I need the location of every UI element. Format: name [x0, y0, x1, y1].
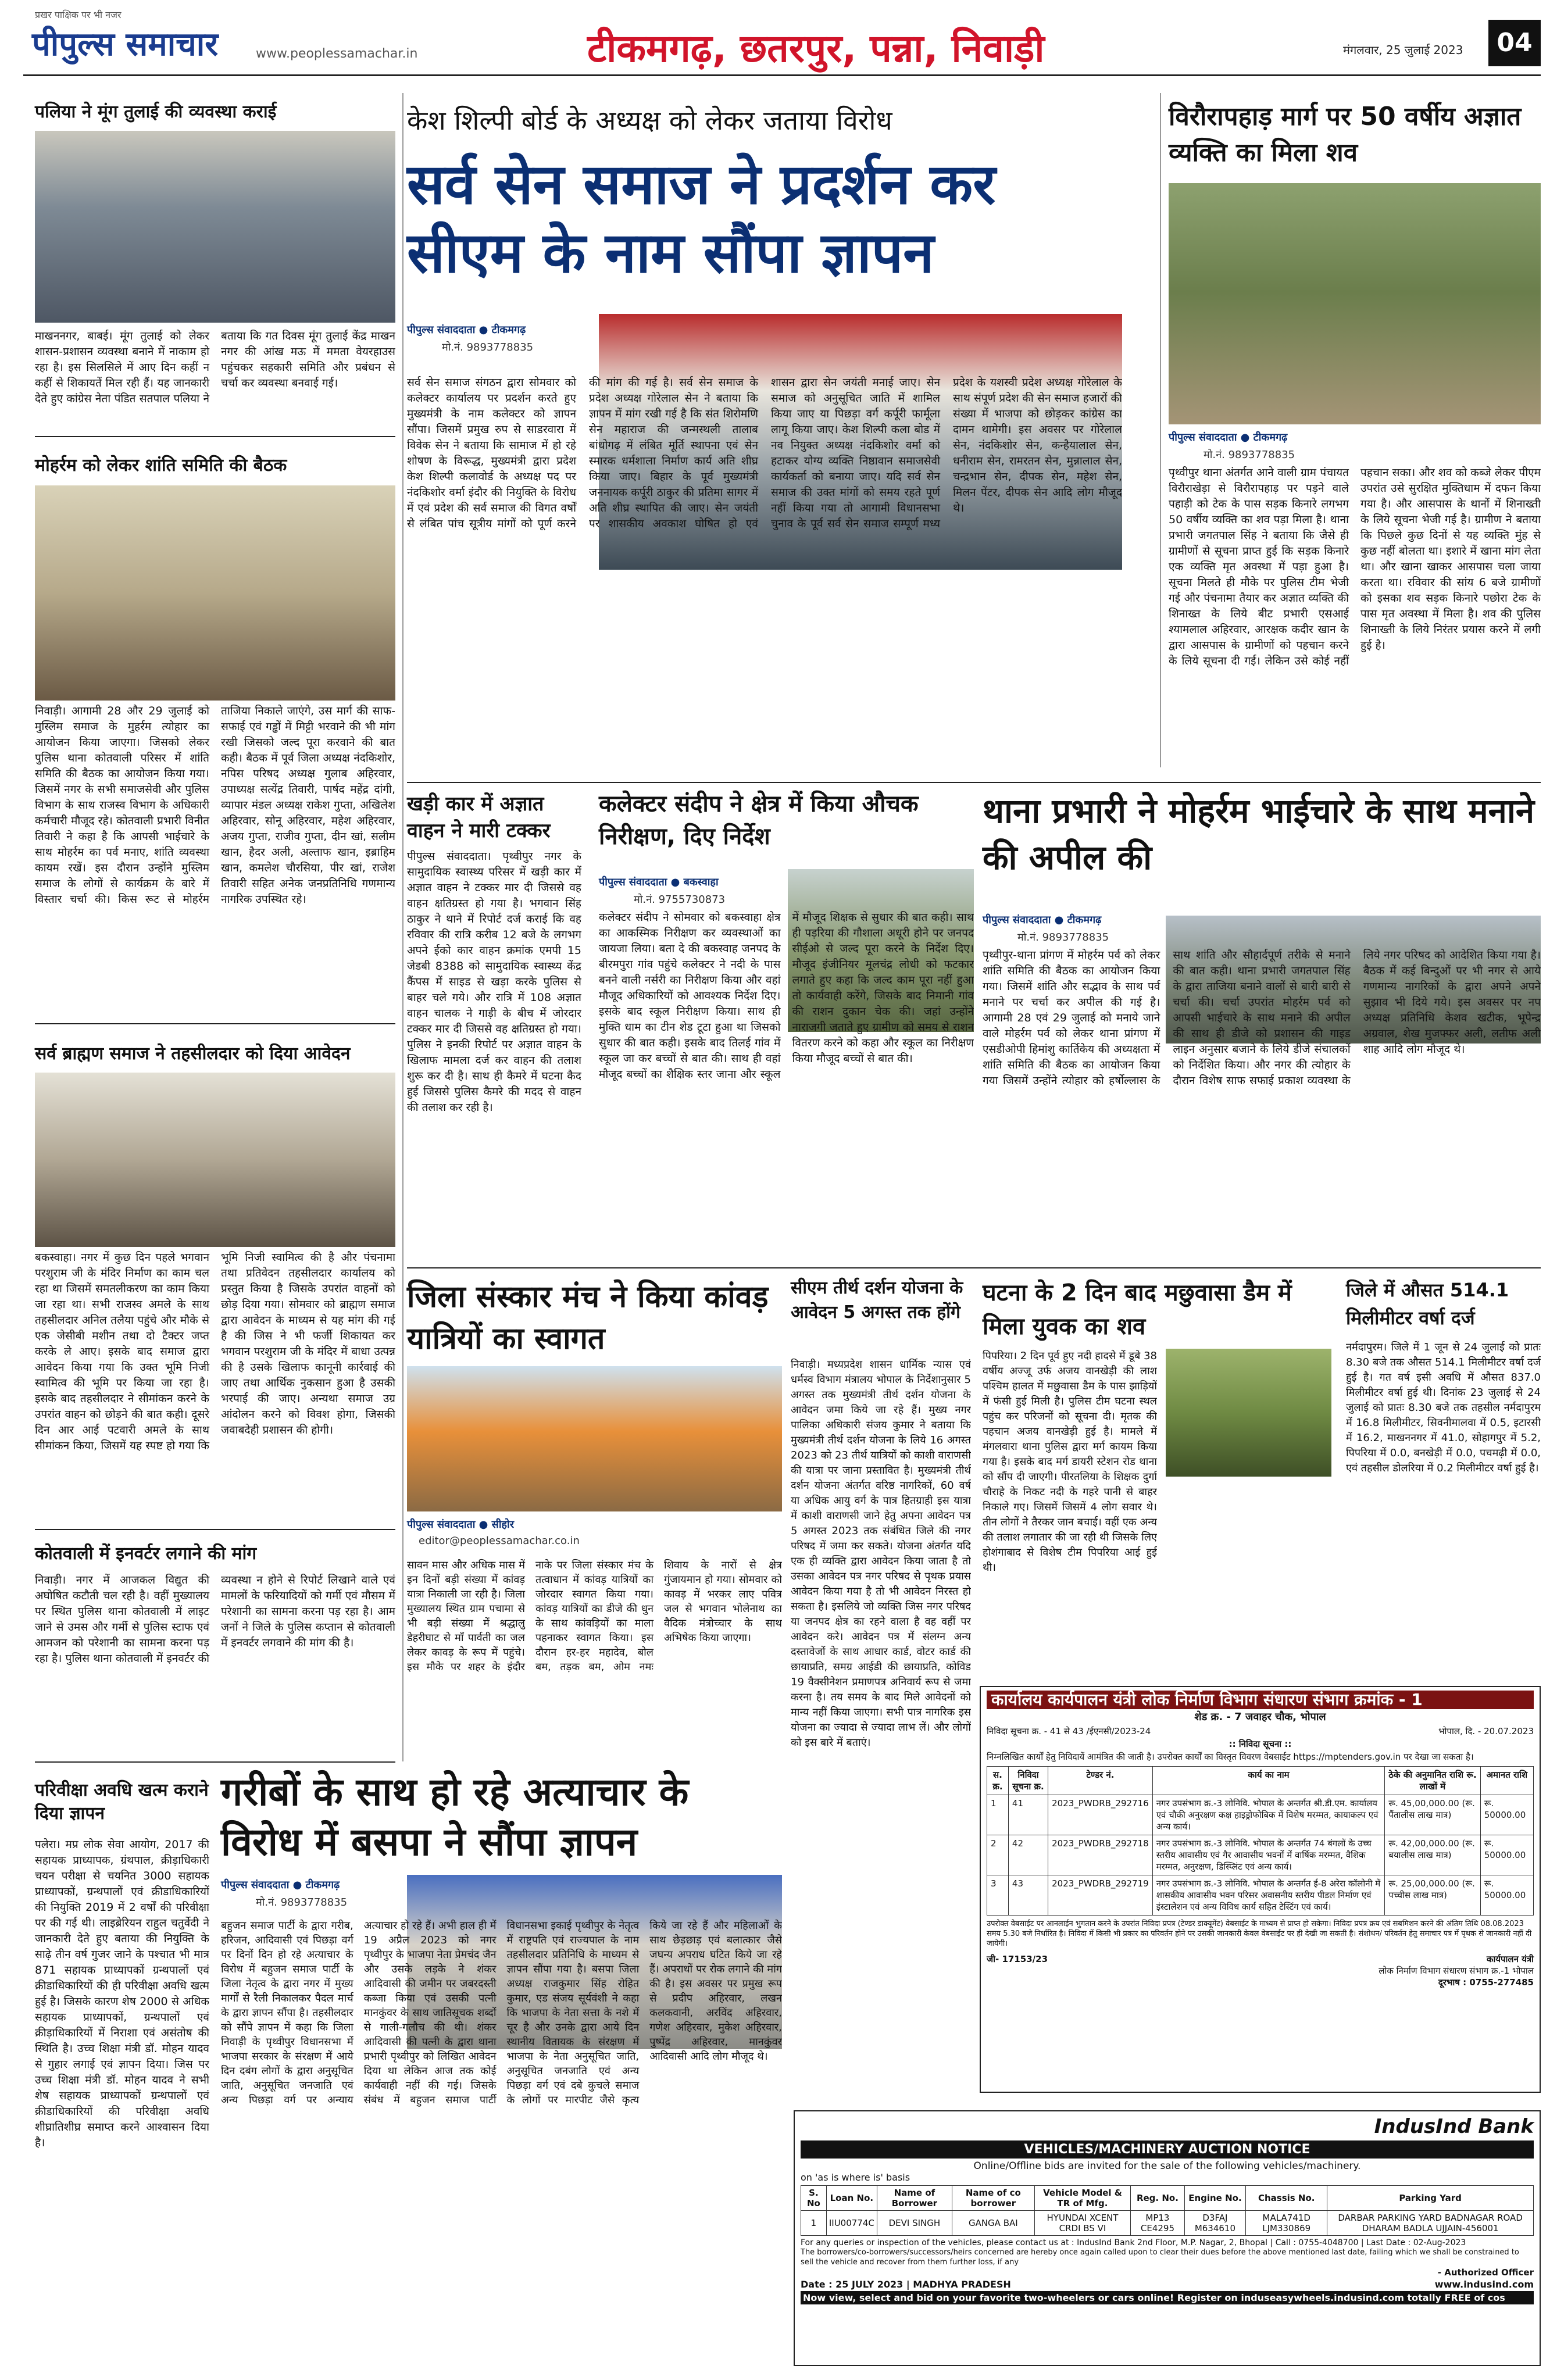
headline-car: खड़ी कार में अज्ञात वाहन ने मारी टक्कर: [407, 792, 551, 842]
tender-header-cell: ठेके की अनुमानित राशि रू. लाखों में: [1385, 1767, 1480, 1795]
byline-sen: पीपुल्स संवाददाता ● टीकमगढ़: [407, 324, 526, 336]
auction-cell: IIU00774C: [826, 2211, 877, 2236]
masthead-website: www.peoplessamachar.in: [256, 47, 418, 61]
auction-cell: DEVI SINGH: [877, 2211, 952, 2236]
mobile-sen: मो.नं. 9893778835: [442, 341, 534, 353]
photo-youth: [1166, 1349, 1331, 1477]
masthead-rule: [23, 74, 1541, 76]
byline-shav: पीपुल्स संवाददाता ● टीकमगढ़: [1169, 431, 1288, 444]
auction-header-cell: Name of co borrower: [952, 2186, 1034, 2211]
byline-bsp: पीपुल्स संवाददाता ● टीकमगढ़: [221, 1879, 340, 1891]
tender-row: [987, 1835, 1534, 1875]
headline-shav: विरौरापहाड़ मार्ग पर 50 वर्षीय अज्ञात व्यक्ति का मिला शव: [1169, 102, 1522, 167]
indusind-site: www.indusind.com: [1434, 2279, 1534, 2290]
headline-kanwar: जिला संस्कार मंच ने किया कांवड़ यात्रियों का स्वागत: [407, 1280, 769, 1356]
tender-cell: नगर उपसंभाग क्र.-3 लोनिवि. भोपाल के अन्तर्गत ई-8 अरेरा कॉलोनी में शासकीय आवासीय भवन परिसर अवासनीय स्तरीय पीडल निर्माण एवं इंस्टालेशन एवं अन्य विविध कार्य सहित टेस्टिंग एवं कार्य।: [1152, 1875, 1385, 1916]
tender-cell: रू. 50000.00: [1480, 1835, 1533, 1875]
headline-rain: जिले में औसत 514.1 मिलीमीटर वर्षा दर्ज: [1346, 1279, 1509, 1329]
tender-phone: दूरभाष : 0755-277485: [1438, 1977, 1534, 1988]
tender-title: कार्यालय कार्यपालन यंत्री लोक निर्माण विभाग संधारण संभाग क्रमांक - 1: [987, 1691, 1534, 1709]
tender-date: भोपाल, दि. - 20.07.2023: [1438, 1726, 1534, 1736]
tender-signature-office: लोक निर्माण विभाग संधारण संभाग क्र.-1 भोपाल: [1379, 1966, 1534, 1976]
photo-mung: [35, 131, 395, 323]
headline-mung: पलिया ने मूंग तुलाई की व्यवस्था कराई: [35, 102, 277, 122]
tender-notice-label: :: निविदा सूचना ::: [1229, 1739, 1292, 1749]
rule-left-2: [35, 1023, 395, 1024]
tender-cell: 2: [987, 1835, 1009, 1875]
masthead-date: मंगलवार, 25 जुलाई 2023: [1343, 43, 1463, 57]
email-kanwar: editor@peoplessamachar.co.in: [419, 1535, 580, 1547]
tender-signature: कार्यपालन यंत्री: [1486, 1954, 1534, 1964]
body-kanwar: सावन मास और अधिक मास में इन दिनों बड़ी संख्या में कांवड़ यात्रा निकाली जा रही है। जिला मुख्यालय स्थित ग्राम पचामा से भी बड़ी संख्या में श्रद्धालु डेहरीघाट से माँ पार्वती का जल लेकर कावड़ के रूप में पहुंचे। इस मौके पर शहर के इंदौर नाके पर जिला संस्कार मंच के तत्वाधान में कांवड़ यात्रियों का जोरदार स्वागत किया गया। कांवड़ यात्रियों का डीजे की धुन के साथ कांवड़ियों का माला पहनाकर स्वागत किया। इस दौरान हर-हर महादेव, बोल बम, तड़क बम, ओम नमः शिवाय के नारों से क्षेत्र गुंजायमान हो गया। सोमवार को कावड़ में भरकर लाए पवित्र जल से भगवान भोलेनाथ का वैदिक मंत्रोच्चार के साथ अभिषेक किया जाएगा।: [407, 1559, 782, 1673]
auction-cell: D3FAJ M634610: [1184, 2211, 1246, 2236]
byline-thana: पीपुल्स संवाददाता ● टीकमगढ़: [983, 914, 1102, 926]
rule-mid-2: [407, 1267, 1541, 1268]
tender-cell: 2023_PWDRB_292718: [1048, 1835, 1153, 1875]
indusind-signatory: - Authorized Officer: [1437, 2267, 1534, 2278]
indusind-note: The borrowers/co-borrowers/successors/heirs concerned are hereby once again called upon to clear their dues before the above mentioned last date, failing which we shall be constrained to sell the vehicle and recover from them further loss, if any: [801, 2248, 1519, 2267]
masthead-logo: पीपुल्स समाचार: [32, 25, 219, 63]
masthead: [0, 0, 1557, 76]
auction-header-cell: Name of Borrower: [877, 2186, 952, 2211]
tender-cell: 42: [1008, 1835, 1048, 1875]
mobile-bsp: मो.नं. 9893778835: [256, 1896, 348, 1909]
auction-row: [801, 2211, 1534, 2236]
body-mung: माखननगर, बाबई। मूंग तुलाई को लेकर शासन-प्रशासन व्यवस्था बनाने में नाकाम हो रहा है। इस सिलसिले में आए दिन कहीं न कहीं से शिकायतें मिल रही हैं। यह जानकारी देते हुए कांग्रेस नेता पंडित सतपाल पलिया ने बताया कि गत दिवस मूंग तुलाई केंद्र माखन नगर की आंख मऊ में ममता वेयरहाउस पहुंचकर सहकारी समिति और प्रबंधन से चर्चा कर व्यवस्था बनवाई गई।: [35, 330, 395, 405]
tender-cell: 41: [1008, 1795, 1048, 1835]
body-tirth: निवाड़ी। मध्यप्रदेश शासन धार्मिक न्यास एवं धर्मस्व विभाग मंत्रालय भोपाल के निर्देशानुसार 5 अगस्त तक मुख्यमंत्री तीर्थ दर्शन योजना के आवेदन जमा किये जा रहे हैं। मुख्य नगर पालिका अधिकारी संजय कुमार ने बताया कि मुख्यमंत्री तीर्थ दर्शन योजना के लिये 16 अगस्त 2023 को 23 तीर्थ यात्रियों को काशी वाराणसी की यात्रा पर जाना प्रस्तावित है। मुख्यमंत्री तीर्थ दर्शन योजना अंतर्गत वरिष्ठ नागरिकों, 60 वर्ष या अधिक आयु वर्ग के पात्र हितग्राही इस यात्रा में काशी वाराणसी जाने हेतु अपना आवेदन पत्र 5 अगस्त 2023 तक संबंधित जिले की नगर परिषद में जमा कर सकते। योजना अंतर्गत यदि एक ही व्यक्ति द्वारा आवेदन किया जाता है तो उसका आवेदन पत्र नगर परिषद से पृथक प्रयास आवेदन किया गया है तो भी आवेदन निरस्त हो सकता है। इसलिये जो व्यक्ति जिस नगर परिषद या जनपद क्षेत्र का रहने वाला है वह वहीं पर आवेदन करे। आवेदन पत्र में संलग्न अन्य दस्तावेजों के साथ आधार कार्ड, वोटर कार्ड की छायाप्रति, समग्र आईडी की छायाप्रति, कोविड 19 वैक्सीनेशन प्रमाणपत्र अनिवार्य रूप से जमा करना है। तय समय के बाद मिले आवेदनों को मान्य नहीं किया जाएगा। सभी पात्र नागरिक इस योजना का ज्यादा से ज्यादा लाभ लें। और लोगों को इस बारे में बताएं।: [791, 1359, 971, 1749]
headline-shanti: मोहर्रम को लेकर शांति समिति की बैठक: [35, 455, 287, 476]
tender-ad: [980, 1686, 1541, 2093]
col-divider-right: [1160, 93, 1161, 767]
rule-left-3: [35, 1529, 395, 1530]
byline-collector: पीपुल्स संवाददाता ● बकस्वाहा: [599, 876, 719, 888]
photo-shanti: [35, 485, 395, 701]
rule-left-4: [35, 1761, 395, 1763]
auction-header-cell: Parking Yard: [1327, 2186, 1534, 2211]
tender-cell: नगर उपसंभाग क्र.-3 लोनिवि. भोपाल के अन्तर्गत 74 बंगलों के उच्च स्तरीय आवासीय एवं गैर आवासीय भवनों में वार्षिक मरम्मत, वैशिक मरम्मत, अनुरक्षण, डिस्प्लिंट एवं अन्य कार्य।: [1152, 1835, 1385, 1875]
headline-brahmin: सर्व ब्राह्मण समाज ने तहसीलदार को दिया आवेदन: [35, 1044, 351, 1064]
tender-header-cell: निविदा सूचना क्र.: [1008, 1767, 1048, 1795]
indusind-date: Date : 25 JULY 2023 | MADHYA PRADESH: [801, 2279, 1011, 2290]
col-divider-left: [402, 93, 403, 1761]
tender-cell: 2023_PWDRB_292716: [1048, 1795, 1153, 1835]
auction-header-cell: S. No: [801, 2186, 827, 2211]
tender-intro: निम्नलिखित कार्यों हेतु निविदायें आमंत्रित की जाती है। उपरोक्त कार्यों का विस्तृत विवरण वेबसाईट https://mptenders.gov.in पर देखा जा सकता है।: [987, 1752, 1474, 1762]
body-pariksha: पलेरा। मप्र लोक सेवा आयोग, 2017 की सहायक प्राध्यापक, ग्रंथपाल, क्रीड़ाधिकारी चयन परीक्षा से चयनित 3000 सहायक प्राध्यापकों, ग्रन्थपालों एवं क्रीडाधिकारियों की नियुक्ति 2019 में 2 वर्षों की परिवीक्षा पर की गई थी। लाइब्रेरियन राहुल चतुर्वेदी ने जानकारी देते हुए बताया की नियुक्ति के साढ़े तीन वर्ष गुजर जाने के पश्चात भी मात्र 871 सहायक प्राध्यापकों ग्रन्थपालों एवं क्रीडाधिकारियों की ही परिवीक्षा अवधि खत्म हुई है। जिसके कारण शेष 2000 से अधिक सहायक प्राध्यापकों, ग्रन्थपालों एवं क्रीड़ाधिकारियों में निराशा एवं असंतोष की स्थिति है। उच्च शिक्षा मंत्री डॉ. मोहन यादव से गुहार लगाई एवं ज्ञापन दिया। जिस पर उच्च शिक्षा मंत्री डॉ. मोहन यादव ने सभी शेष सहायक प्राध्यापकों ग्रन्थपालों एवं क्रीडाधिकारियों की परिवीक्षा अवधि शीघ्रातिशीघ्र समाप्त करने आश्वासन दिया है।: [35, 1838, 209, 2149]
body-sen: सर्व सेन समाज संगठन द्वारा सोमवार को कलेक्टर कार्यालय पर प्रदर्शन करते हुए मुख्यमंत्री के नाम कलेक्टर को ज्ञापन सौंपा। जिसमें प्रमुख रुप से साडरवारा में विवेक सेन ने बताया कि सामाज में हो रहे शोषण के विरूद्ध, मुख्यमंत्री द्वारा प्रदेश केश शिल्पी कलावोर्ड के अध्यक्ष पद पर नंदकिशोर वर्मा इंदौर की नियुक्ति के विरोध में एवं प्रदेश की सर्व समाज की विगत वर्षों से लंबित पांच सूत्रीय मांगों को पूर्ण करने की मांग की गई है। सर्व सेन समाज के प्रदेश अध्यक्ष गोरेलाल सेन ने बताया कि ज्ञापन में मांग रखी गई है कि संत शिरोमणि सेन महाराज की जन्मस्थली तालाब बांधोगढ़ में लंबित मूर्ति स्थापना एवं सेन स्मारक धर्मशाला निर्माण कार्य अति शीघ्र किया जाए। बिहार के पूर्व मुख्यमंत्री जननायक कर्पूरी ठाकुर की प्रतिमा सागर में अति शीघ्र स्थापित की जाए। सेन जयंती पर शासकीय अवकाश घोषित हो एवं शासन द्वारा सेन जयंती मनाई जाए। सेन समाज को अनुसूचित जाति में शामिल किया जाए या पिछड़ा वर्ग कर्पूरी फार्मूला लागू किया जाए। केश शिल्पी कला बोड में नव नियुक्त अध्यक्ष नंदकिशोर वर्मा को हटाकर योग्य व्यक्ति निष्ठावान समाजसेवी कार्यकर्ता को बनाया जाए। यदि सर्व सेन समाज की उक्त मांगों को समय रहते पूर्ण नहीं किया गया तो आगामी विधानसभा चुनाव के पूर्व सर्व सेन समाज सम्पूर्ण मध्य प्रदेश के यशस्वी प्रदेश अध्यक्ष गोरेलाल के साथ संपूर्ण प्रदेश की सेन समाज हजारों की संख्या में भाजपा को छोड़कर कांग्रेस का दामन थामेगी। इस अवसर पर गोरेलाल सेन, नंदकिशोर सेन, कन्हैयालाल सेन, धनीराम सेन, रामरतन सेन, मुन्नालाल सेन, चन्द्रभान सेन, दीपक सेन, महेश सेन, मिलन पेंटर, दीपक सेन आदि लोग मौजूद थे।: [407, 376, 1122, 530]
tender-row: [987, 1795, 1534, 1835]
body-thana: पृथ्वीपुर-थाना प्रांगण में मोहर्रम पर्व को लेकर शांति समिति की बैठक का आयोजन किया गया। जिसमें शांति और सद्भाव के साथ पर्व मनाने पर चर्चा कर अपील की गई है। आगामी 28 एवं 29 जुलाई को मनाये जाने वाले मोहर्रम पर्व को लेकर थाना प्रांगण में एसडीओपी हिमांशु कार्तिकेय की अध्यक्षता में शांति समिति की बैठक का आयोजन किया गया जिसमें उन्होंने त्योहार को हर्षोल्लास के साथ शांति और सौहार्दपूर्ण तरीके से मनाने की बात कही। थाना प्रभारी जगतपाल सिंह के द्वारा ताजिया बनाने वालों से बारी बारी से चर्चा की। चर्चा उपरांत मोहर्रम पर्व को आपसी भाईचारे के साथ मनाने की अपील की साथ ही डीजे को प्रशासन की गाइड लाइन अनुसार बजाने के लिये डीजे संचालकों को निर्देशित किया। और नगर की त्योहार के दौरान विशेष साफ सफाई प्रकाश व्यवस्था के लिये नगर परिषद को आदेशित किया गया है। बैठक में कई बिन्दुओं पर भी नगर से आये गणमान्य नागरिकों के द्वारा अपने अपने सुझाव भी दिये गये। इस अवसर पर नप अध्यक्ष प्रतिनिधि केशव खटीक, भूपेन्द्र अग्रवाल, शेख मुजफ्फर अली, लतीफ अली शाह आदि लोग मौजूद थे।: [983, 949, 1541, 1087]
body-rain: नर्मदापुरम। जिले में 1 जून से 24 जुलाई को प्रातः 8.30 बजे तक औसत 514.1 मिलीमीटर वर्षा दर्ज हुई है। गत वर्ष इसी अवधि में औसत 837.0 मिलीमीटर वर्षा हुई थी। दिनांक 23 जुलाई से 24 जुलाई को प्रातः 8.30 बजे तक तहसील नर्मदापुरम में 16.8 मिलीमीटर, सिवनीमालवा में 0.5, इटारसी में 16.2, माखननगर में 41.0, सोहागपुर में 5.2, पिपरिया में 0.0, बनखेड़ी में 0.0, पचमढ़ी में 0.0, एवं तहसील डोलरिया में 0.2 मिलीमीटर वर्षा हुई है।: [1346, 1341, 1541, 1474]
tender-row: [987, 1875, 1534, 1916]
indusind-title: VEHICLES/MACHINERY AUCTION NOTICE: [801, 2140, 1534, 2159]
auction-header-cell: Vehicle Model & TR of Mfg.: [1034, 2186, 1131, 2211]
headline-inverter: कोतवाली में इनवर्टर लगाने की मांग: [35, 1543, 257, 1564]
indusind-bottom: Now view, select and bid on your favorite two-wheelers or cars online! Register on induseasywheels.indusind.com totally FREE of cos: [801, 2291, 1534, 2304]
tender-cell: रू. 42,00,000.00 (रू. बयालीस लाख मात्र): [1385, 1835, 1480, 1875]
tender-header-cell: अमानत राशि: [1480, 1767, 1533, 1795]
tender-cell: रू. 50000.00: [1480, 1795, 1533, 1835]
tender-table: [987, 1766, 1534, 1916]
page-number: 04: [1488, 20, 1541, 66]
indusind-logo: IndusInd Bank: [1374, 2115, 1534, 2138]
tender-header-cell: टेण्डर नं.: [1048, 1767, 1153, 1795]
auction-cell: 1: [801, 2211, 827, 2236]
rule-mid-1: [407, 782, 1541, 783]
tender-address: शेड क्र. - 7 जवाहर चौक, भोपाल: [1194, 1711, 1326, 1723]
photo-brahmin: [35, 1073, 395, 1247]
body-inverter: निवाड़ी। नगर में आजकल विद्युत की अघोषित कटौती चल रही है। वहीं मुख्यालय पर स्थित पुलिस थाना कोतवाली में लाइट जाने से उमस और गर्मी से पुलिस स्टाफ एवं आमजन को परेशानी का सामना करना पड़ रहा है। पुलिस थाना कोतवाली में इनवर्टर की व्यवस्था न होने से रिपोर्ट लिखाने वाले एवं मामलों के फरियादियों को गर्मी एवं मौसम में परेशानी का सामना करना पड़ रहा है। आम जनों ने जिले के पुलिस कप्तान से कोतवाली में इनवर्टर लगवाने की मांग की है।: [35, 1574, 395, 1665]
auction-cell: GANGA BAI: [952, 2211, 1034, 2236]
tender-cell: 3: [987, 1875, 1009, 1916]
headline-youth: घटना के 2 दिन बाद मछुवासा डैम में मिला युवक का शव: [983, 1280, 1292, 1340]
auction-cell: MP13 CE4295: [1131, 2211, 1184, 2236]
body-bsp: बहुजन समाज पार्टी के द्वारा गरीब, हरिजन, आदिवासी एवं पिछड़ा वर्ग पर दिनों दिन हो रहे अत्याचार के विरोध में बहुजन समाज पार्टी के जिला नेतृत्व के द्वारा नगर में मुख्य मार्गों से रैली निकालकर पैदल मार्च के द्वारा ज्ञापन सौंपा है। तहसीलदार को सौंपे ज्ञापन में कहा कि जिला निवाड़ी के पृथ्वीपुर विधानसभा में भाजपा सरकार के संरक्षण में आये दिन दबंग लोगों के द्वारा अनुसूचित जाति, अनुसूचित जनजाति एवं अन्य पिछड़ा वर्ग पर अन्याय अत्याचार हो रहे हैं। अभी हाल ही में 19 अप्रैल 2023 को नगर पृथ्वीपुर के भाजपा नेता प्रेमचंद जैन और उसके लड़के ने शंकर आदिवासी की जमीन पर जबरदस्ती कब्जा किया एवं उसकी पत्नी मानकुंवर के साथ जातिसूचक शब्दों से गाली-गलौच की थी। शंकर आदिवासी की पत्नी के द्वारा थाना प्रभारी पृथ्वीपुर को लिखित आवेदन दिया था लेकिन आज तक कोई कार्यवाही नहीं की गई। जिसके संबंध में बहुजन समाज पार्टी विधानसभा इकाई पृथ्वीपुर के नेतृत्व में राष्ट्रपति एवं राज्यपाल के नाम तहसीलदार प्रतिनिधि के माध्यम से ज्ञापन सौंपा गया है। बसपा जिला अध्यक्ष राजकुमार सिंह रोहित कुमार, एड संजय सूर्यवंशी ने कहा कि भाजपा के नेता सत्ता के नशे में चूर है और उनके द्वारा आये दिन स्थानीय वितायक के संरक्षण में भाजपा के नेता अनुसूचित जाति, अनुसूचित जनजाति एवं अन्य पिछड़ा वर्ग एवं दबे कुचले समाज के लोगों पर मारपीट जैसे कृत्य किये जा रहे हैं और महिलाओं के साथ छेड़छाड़ एवं बलात्कार जैसे जघन्य अपराध घटित किये जा रहे हैं। अपराधों पर रोक लगाने की मांग की है। इस अवसर पर प्रमुख रूप से प्रदीप अहिरवार, लखन कलकवानी, अरविंद अहिरवार, गणेश अहिरवार, मुकेश अहिरवार, पुष्पेंद्र अहिरवार, मानकुंवर आदिवासी आदि लोग मौजूद थे।: [221, 1920, 782, 2106]
headline-thana: थाना प्रभारी ने मोहर्रम भाईचारे के साथ मनाने की अपील की: [983, 791, 1535, 877]
mobile-thana: मो.नं. 9893778835: [1017, 931, 1109, 944]
tender-ro: जी- 17153/23: [987, 1954, 1048, 1964]
auction-cell: HYUNDAI XCENT CRDI BS VI: [1034, 2211, 1131, 2236]
body-shav: पृथ्वीपुर थाना अंतर्गत आने वाली ग्राम पंचायत विरौराखेड़ा से विरौरापहाड़ पर पड़ने वाले पहाड़ी को टेक के पास सड़क किनारे लगभग 50 वर्षीय व्यक्ति का शव पड़ा मिला है। थाना प्रभारी जगतपाल सिंह ने बताया कि जैसे ही ग्रामीणों से सूचना प्राप्त हुई कि सड़क किनारे एक व्यक्ति मृत अवस्था में पड़ा हुआ है। सूचना मिलते ही मौके पर पुलिस टीम भेजी गई और पंचनामा तैयार कर अज्ञात व्यक्ति की शिनाख्त के लिये बीट प्रभारी एसआई श्यामलाल अहिरवार, आरक्षक कदीर खान के द्वारा आसपास के ग्रामीणों को पहचान करने के लिये सूचना दी गई। लेकिन उसे कोई नहीं पहचान सका। और शव को कब्जे लेकर पीएम उपरांत उसे सुरक्षित मुक्तिधाम में दफन किया गया है। और आसपास के थानों में शिनाख्ती के लिये सूचना भेजी गई है। ग्रामीण ने बताया कि पिछले कुछ दिनों से यह व्यक्ति मुंह से कुछ नहीं बोलता था। इशारे में खाना मांग लेता था। और खाना खाकर आसपास चला जाया करता था। रविवार की सांय 6 बजे ग्रामीणों को इसका शव सड़क किनारे पछोरा टेक के पास मृत अवस्था में मिला है। शव की पुलिस शिनाख्ती के लिये निरंतर प्रयास करने में लगी हुई है।: [1169, 466, 1541, 667]
auction-header-cell: Reg. No.: [1131, 2186, 1184, 2211]
masthead-tagline: प्रखर पाक्षिक पर भी नजर: [35, 9, 122, 20]
headline-tirth: सीएम तीर्थ दर्शन योजना के आवेदन 5 अगस्त तक होंगे: [791, 1278, 963, 1323]
tender-ref: निविदा सूचना क्र. - 41 से 43 /ईएनसी/2023-24: [987, 1726, 1151, 1736]
tender-cell: 2023_PWDRB_292719: [1048, 1875, 1153, 1916]
kicker-sen: केश शिल्पी बोर्ड के अध्यक्ष को लेकर जताया विरोध: [407, 105, 892, 136]
byline-kanwar: पीपुल्स संवाददाता ● सीहोर: [407, 1518, 515, 1531]
tender-footer: उपरोक्त वेबसाईट पर आनलाईन भुगतान करने के उपरांत निविदा प्रपत्र (टेण्डर डाक्यूमेंट) वेबसाईट के माध्यम से प्राप्त हो सकेगा। निविदा प्रपत्र क्रय एवं सबमिशन करने की अंतिम तिथि 08.08.2023 समय 5.30 बजे निर्धारित है। निविदा में किसी भी प्रकार का परिवर्तन होने पर उसकी जानकारी केवल वेबसाईट पर ही देखी जा सकती है। संशोधन/ परिवर्तन हेतु समाचार पत्र में पृथक से जानकारी नहीं दी जायेगी।: [987, 1920, 1532, 1948]
auction-table: [801, 2185, 1534, 2236]
indusind-basis: on 'as is where is' basis: [801, 2172, 910, 2183]
body-car: पीपुल्स संवाददाता। पृथ्वीपुर नगर के सामुदायिक स्वास्थ्य परिसर में खड़ी कार में अज्ञात वाहन ने टक्कर मार दी जिससे वह वाहन क्षतिग्रस्त हो गया है। भगवान सिंह ठाकुर ने थाने में रिपोर्ट दर्ज कराई कि वह रविवार की रात्रि करीब 12 बजे के लगभग अपने ईको कार वाहन क्रमांक एमपी 15 जेडबी 8388 को सामुदायिक स्वास्थ्य केंद्र कैंपस में साइड से खड़ा करके पुलिस से बाहर चले गये। और रात्रि में 108 अज्ञात वाहन चालक ने गाड़ी के बीच में जोरदार टक्कर मार दी जिससे वह क्षतिग्रस्त हो गया। पुलिस ने इनकी रिपोर्ट पर अज्ञात वाहन के खिलाफ मामला दर्ज कर वाहन की तलाश शुरू कर दी है। साथ ही कैमरे में घटना कैद हुई जिससे पुलिस कैमरे की मदद से वाहन की तलाश कर रही है।: [407, 850, 581, 1114]
auction-cell: MALA741D LJM330869: [1246, 2211, 1327, 2236]
body-shanti: निवाड़ी। आगामी 28 और 29 जुलाई को मुस्लिम समाज के मुहर्रम त्योहार का आयोजन किया जाएगा। जिसको लेकर पुलिस थाना कोतवाली परिसर में शांति समिति की बैठक का आयोजन किया गया। जिसमें नगर के सभी समाजसेवी और पुलिस विभाग के साथ राजस्व विभाग के अधिकारी कर्मचारी मौजूद रहे। कोतवाली प्रभारी विनीत तिवारी ने कहा है कि आपसी भाईचारे के साथ मोहर्रम का पर्व मनाए, शांति व्यवस्था कायम रखें। इस दौरान उन्होंने मुस्लिम समाज के लोगों से कार्यक्रम के बारे में विस्तार चर्चा की। किस रूट से मोहर्रम ताजिया निकाले जाएंगे, उस मार्ग की साफ-सफाई एवं गड्ढों में मिट्टी भरवाने की भी मांग रखी जिसको जल्द पूरा करवाने की बात कही। बैठक में पूर्व जिला अध्यक्ष नंदकिशोर, नपिस परिषद अध्यक्ष गुलाब अहिरवार, उपाध्यक्ष सत्येंद्र तिवारी, पार्षद महेंद्र दांगी, व्यापार मंडल अध्यक्ष राकेश गुप्ता, अखिलेश अहिरवार, सोनू अहिरवार, महेश अहिरवार, अजय गुप्ता, राजीव गुप्ता, दीन खां, सलीम खान, हैदर अली, अल्ताफ खान, इब्राहिम खान, कमलेश चौरसिया, पीर खां, राजेश तिवारी सहित अनेक जनप्रतिनिधि गणमान्य नागरिक उपस्थित रहे।: [35, 705, 395, 906]
photo-shav: [1169, 183, 1541, 424]
photo-kanwar: [407, 1366, 782, 1511]
mobile-collector: मो.नं. 9755730873: [634, 894, 726, 906]
tender-cell: रू. 45,00,000.00 (रू. पैंतालीस लाख मात्र): [1385, 1795, 1480, 1835]
auction-cell: DARBAR PARKING YARD BADNAGAR ROAD DHARAM BADLA UJJAIN-456001: [1327, 2211, 1534, 2236]
tender-header-cell: स. क्र.: [987, 1767, 1009, 1795]
tender-header-cell: कार्य का नाम: [1152, 1767, 1385, 1795]
tender-cell: रू. 25,00,000.00 (रू. पच्चीस लाख मात्र): [1385, 1875, 1480, 1916]
body-collector: कलेक्टर संदीप ने सोमवार को बकस्वाहा क्षेत्र का आकस्मिक निरीक्षण कर व्यवस्थाओं का जायजा लिया। बता दे की बकस्वाह जनपद के बीरमपुरा गांव पहुंचे कलेक्टर ने नदी के पास बनने वाली नर्सरी का निरीक्षण किया और वहां मौजूद अधिकारियों को आवश्यक निर्देश दिए। इसके बाद स्कूल निरीक्षण किया। साथ ही मुक्ति धाम का टीन शेड टूटा हुआ था जिसको सुधार की बात कही। इसके बाद तिलई गांव में स्कूल जा कर बच्चों से बात की। साथ ही वहां मौजूद बच्चों का शैक्षिक स्तर जाना और स्कूल में मौजूद शिक्षक से सुधार की बात कही। साथ ही पड़रिया की गौशाला अधूरी होने पर जनपद सीईओ से जल्द पूरा करने के निर्देश दिए। मौजूद इंजीनियर मूलचंद्र लोधी को फटकार लगाते हुए कहा कि जल्द काम पूरा नहीं हुआ तो कार्यवाही करेंगे, जिसके बाद निमानी गांव की राशन दुकान चेक की। जहां उन्होंने नाराजगी जताते हुए ग्रामीण को समय से राशन वितरण करने को कहा और स्कूल का निरीक्षण किया मौजूद बच्चों से बात की।: [599, 911, 974, 1081]
tender-cell: 1: [987, 1795, 1009, 1835]
indusind-subtitle: Online/Offline bids are invited for the sale of the following vehicles/machinery.: [973, 2160, 1361, 2172]
body-brahmin: बकस्वाहा। नगर में कुछ दिन पहले भगवान परशुराम जी के मंदिर निर्माण का काम चल रहा था जिसमें समतलीकरण का काम किया जा रहा था। सभी राजस्व अमले के साथ तहसीलदार अनिल तलैया पहुंचे और मौके से एक जेसीबी मशीन तथा दो टैक्टर जप्त करके ले आए। इसके बाद समाज द्वारा आवेदन किया गया कि उक्त भूमि निजी स्वामित्व की भूमि पर किया जा रहा है। इसके बाद तहसीलदार ने सीमांकन करने के उपरांत वाहन को छोड़ने की बात कही। दूसरे दिन आर आई पटवारी अमले के साथ सीमांकन किया, जिसमें यह स्पष्ट हो गया कि भूमि निजी स्वामित्व की है और पंचनामा तथा प्रतिवेदन तहसीलदार कार्यालय को प्रस्तुत किया है जिसके उपरांत वाहनों को छोड़ दिया गया। सोमवार को ब्राह्मण समाज द्वारा आवेदन के माध्यम से यह मांग की गई है की जिस ने भी फर्जी शिकायत कर भगवान परशुराम जी के मंदिर में बाधा उत्पन्न की है उसके खिलाफ कानूनी कार्रवाई की जाए तथा आर्थिक नुकसान हुआ है उसकी भरपाई की जाए। अन्यथा समाज उग्र आंदोलन करने को विवश होगा, जिसकी जवाबदेही प्रशासन की होगी।: [35, 1251, 395, 1452]
indusind-enquiry: For any queries or inspection of the vehicles, please contact us at : IndusInd Bank 2nd Floor, M.P. Nagar, 2, Bhopal | Call : 0755-4048700 | Last Date : 02-Aug-2023: [801, 2238, 1466, 2247]
tender-cell: 43: [1008, 1875, 1048, 1916]
auction-header-cell: Loan No.: [826, 2186, 877, 2211]
auction-header-cell: Engine No.: [1184, 2186, 1246, 2211]
auction-header-cell: Chassis No.: [1246, 2186, 1327, 2211]
masthead-region: टीकमगढ़, छतरपुर, पन्ना, निवाड़ी: [587, 26, 1045, 71]
headline-collector: कलेक्टर संदीप ने क्षेत्र में किया औचक निरीक्षण, दिए निर्देश: [599, 791, 919, 850]
mobile-shav: मो.नं. 9893778835: [1204, 449, 1295, 461]
headline-sen: सर्व सेन समाज ने प्रदर्शन कर सीएम के नाम सौंपा ज्ञापन: [407, 152, 996, 285]
headline-bsp: गरीबों के साथ हो रहे अत्याचार के विरोध में बसपा ने सौंपा ज्ञापन: [221, 1770, 689, 1864]
body-youth: पिपरिया। 2 दिन पूर्व हुए नदी हादसे में डूबे 38 वर्षीय अज्जू उर्फ अजय वानखेड़ी की लाश पश्चिम हालत में मछुवासा डैम के पास झाड़ियों में फंसी हुई मिली है। पुलिस टीम घटना स्थल पहुंच कर परिजनों को सूचना दी। मृतक की पहचान अजय वानखेड़ी हुई है। मामले में मंगलवारा थाना पुलिस द्वारा मर्ग कायम किया गया है। इसके बाद मर्ग डायरी स्टेशन रोड थाना को सौंप दी जाएगी। पीरतलिया के शिक्षक दुर्गा चौराहे के निकट नदी के गहरे पानी से बाहर निकाले गए। जिसमें जिसमें 4 लोग सवार थे। तीन लोगों ने तैरकर जान बचाई। वहीं एक अन्य की तलाश लगातार की जा रही थी जिसके लिए होशंगाबाद से विशेष टीम पिपरिया आई हुई थी।: [983, 1350, 1157, 1574]
tender-cell: नगर उपसंभाग क्र.-3 लोनिवि. भोपाल के अन्तर्गत श्री.डी.एम. कार्यालय एवं चौकी अनुरक्षण कक्ष हाइड्रोफोबिक में विशेष मरम्मत, कायाकल्प एवं अन्य कार्य।: [1152, 1795, 1385, 1835]
headline-pariksha: परिवीक्षा अवधि खत्म कराने दिया ज्ञापन: [35, 1780, 209, 1824]
rule-left-1: [35, 436, 395, 437]
tender-cell: रू. 50000.00: [1480, 1875, 1533, 1916]
indusind-ad: [794, 2110, 1541, 2366]
